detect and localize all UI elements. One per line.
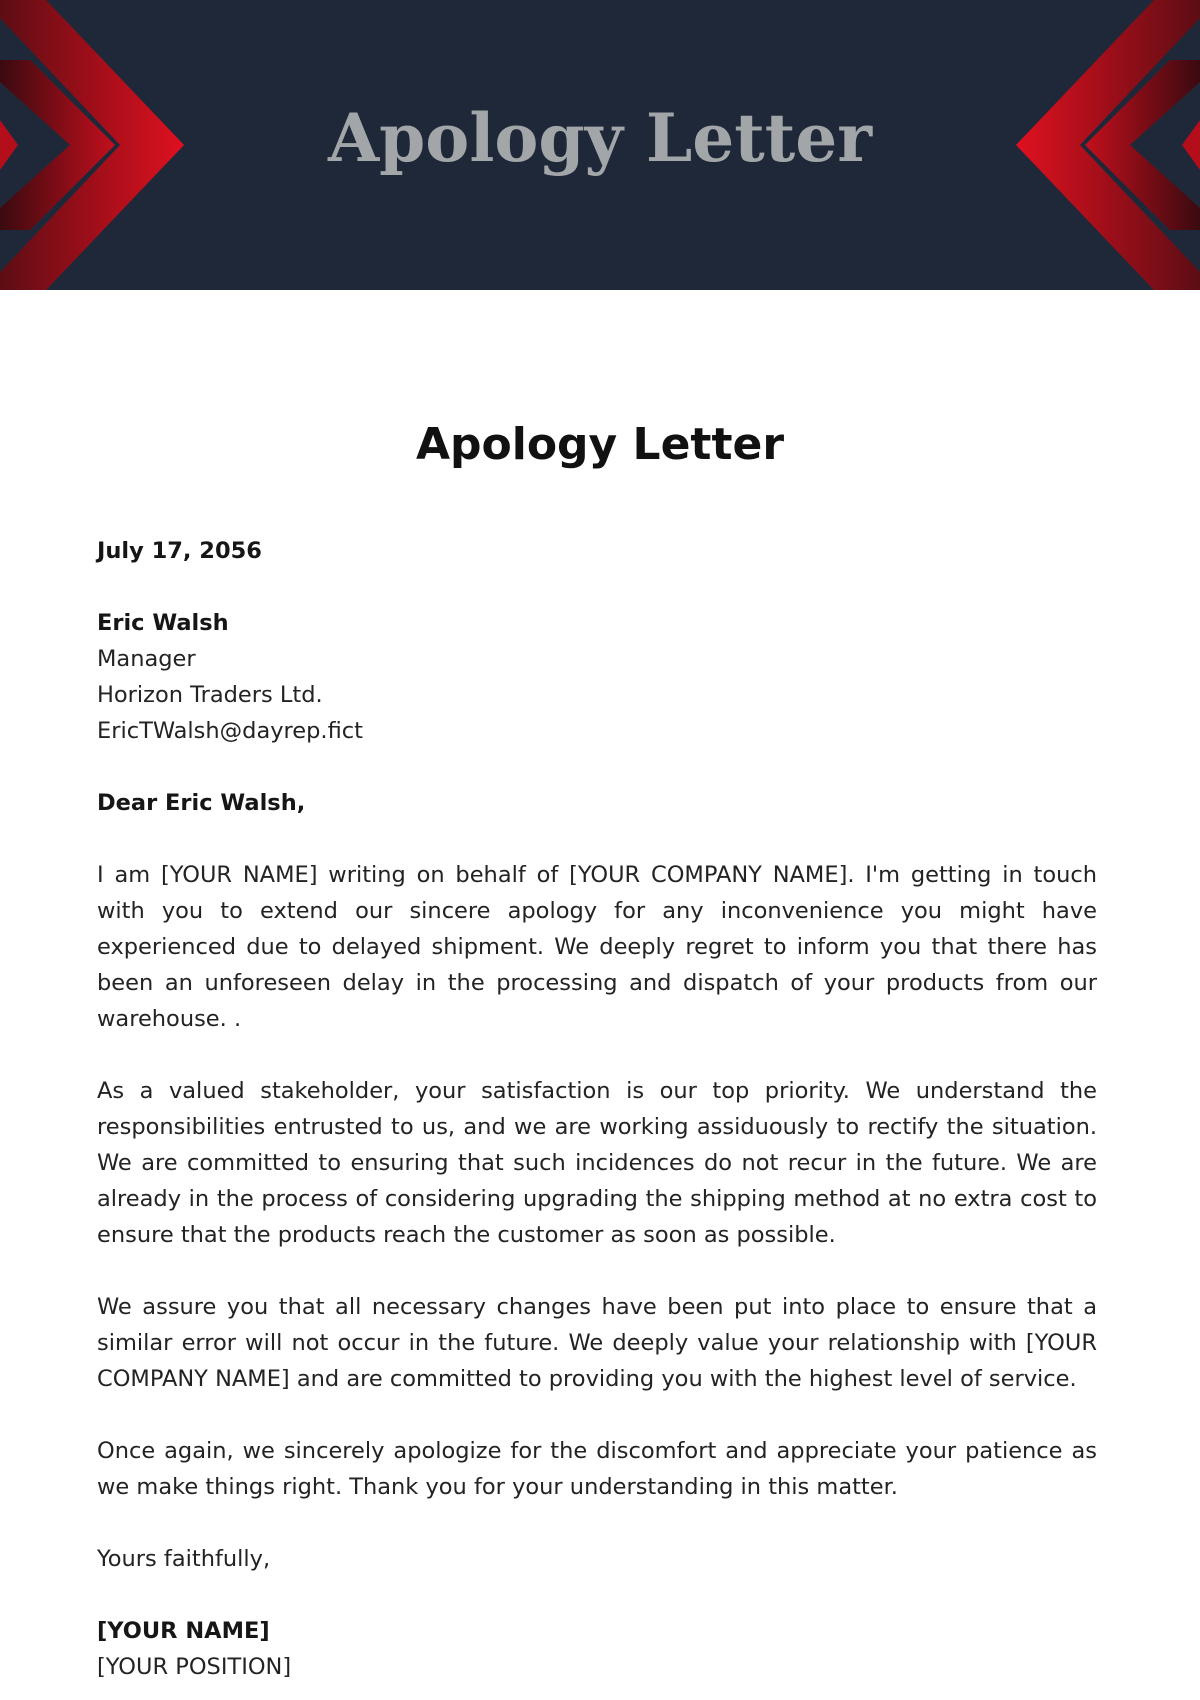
salutation: Dear Eric Walsh, bbox=[97, 790, 306, 816]
paragraph: As a valued stakeholder, your satisfaction is our top priority. We understand the responsibilities entrusted to us, and we are working assiduously to rectify the situation. We are committed to ensuring that such incidences do not recur in the future. We are already in the process of considering upgrading the shipping method at no extra cost to ensure that the products reach the customer as soon as possible. bbox=[97, 1078, 1097, 1248]
closing: Yours faithfully, bbox=[97, 1546, 271, 1572]
banner-title: Apology Letter bbox=[327, 99, 873, 177]
paragraph: I am [YOUR NAME] writing on behalf of [YOUR COMPANY NAME]. I'm getting in touch with you to extend our sincere apology for any inconvenience you might have experienced due to delayed shipment. We deeply regret to inform you that there has been an unforeseen delay in the processing and dispatch of your products from our warehouse. . bbox=[97, 862, 1097, 1032]
letter-body bbox=[97, 533, 1097, 1685]
document-title: Apology Letter bbox=[415, 419, 785, 470]
recipient-position: Manager bbox=[97, 646, 196, 672]
header-banner bbox=[0, 0, 1200, 290]
recipient-name: Eric Walsh bbox=[97, 610, 229, 636]
paragraph: We assure you that all necessary changes have been put into place to ensure that a similar error will not occur in the future. We deeply value your relationship with [YOUR COMPANY NAME] and are committed to providing you with the highest level of service. bbox=[97, 1294, 1097, 1392]
paragraph: Once again, we sincerely apologize for the discomfort and appreciate your patience as we make things right. Thank you for your understanding in this matter. bbox=[97, 1438, 1097, 1500]
letter-date: July 17, 2056 bbox=[97, 538, 262, 564]
recipient-company: Horizon Traders Ltd. bbox=[97, 682, 323, 708]
recipient-email: EricTWalsh@dayrep.fict bbox=[97, 718, 363, 744]
sender-position: [YOUR POSITION] bbox=[97, 1654, 292, 1680]
sender-name: [YOUR NAME] bbox=[97, 1618, 270, 1644]
